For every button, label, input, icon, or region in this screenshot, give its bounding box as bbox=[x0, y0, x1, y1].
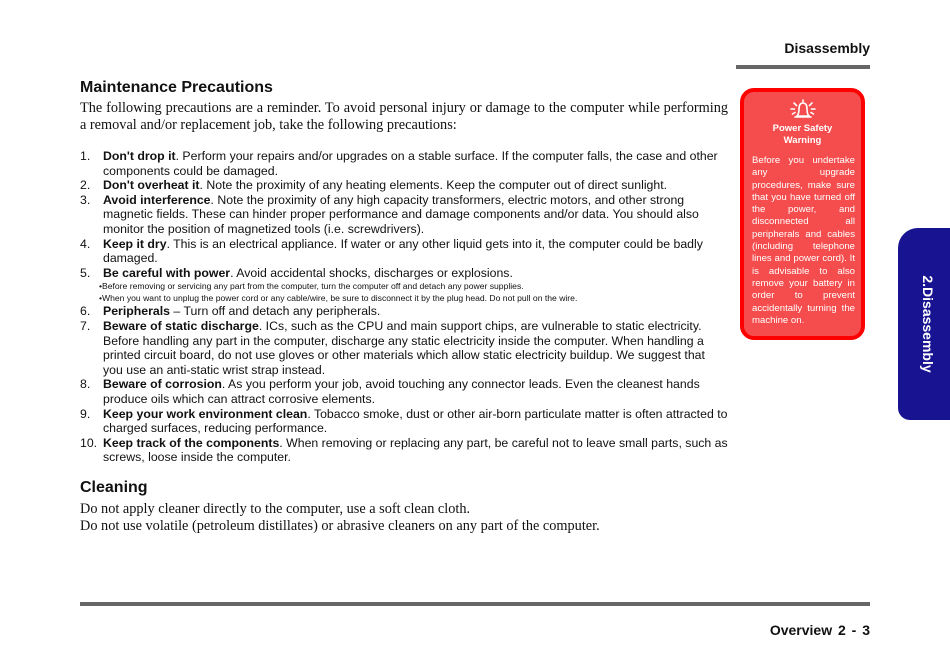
item-heading: Don't drop it bbox=[103, 149, 176, 163]
item-heading: Keep it dry bbox=[103, 236, 167, 251]
list-item: 1. Don't drop it. Perform your repairs and/or upgrades on a stable surface. If the computer falls, the case and other components could be damaged. bbox=[80, 149, 718, 178]
item-heading: Be careful with power bbox=[103, 265, 231, 280]
list-item: 10. Keep track of the components. When removing or replacing any part, be careful not to leave small parts, such as screws, loose inside the computer. bbox=[80, 435, 728, 465]
cleaning-section bbox=[80, 479, 728, 535]
chapter-tab-label: 2.Disassembly bbox=[920, 275, 936, 373]
item-heading: Peripherals bbox=[103, 304, 170, 319]
page-number: Overview 2 - 3 bbox=[769, 622, 870, 638]
cleaning-line: Do not use volatile (petroleum distillates) or abrasive cleaners on any part of the computer. bbox=[80, 517, 600, 534]
footer-rule bbox=[80, 602, 870, 606]
list-item: 7. Beware of static discharge. ICs, such as the CPU and main support chips, are vulnerable to static electricity. Before handling any part in the computer, discharge any static electricity inside the computer. When handling a printed circuit board, do not use gloves or other materials which allow static electricity buildup. We suggest that you use an anti-static wrist strap instead. bbox=[80, 318, 705, 377]
intro-paragraph: The following precautions are a reminder. To avoid personal injury or damage to the computer while performing a removal and/or replacement job, take the following precautions: bbox=[80, 100, 728, 133]
item-heading: Keep your work environment clean bbox=[103, 406, 308, 421]
list-item: 6. Peripherals – Turn off and detach any peripherals. bbox=[80, 304, 381, 319]
warning-body: Before you undertake any upgrade procedures, make sure that you have turned off the power, and disconnected all peripherals and cables (including telephone lines and power cord). It is advisable to also remove your battery in order to prevent accidentally turning the machine on. bbox=[752, 155, 855, 326]
warning-title: Power Safety Warning bbox=[772, 123, 833, 146]
header-rule bbox=[736, 65, 870, 69]
list-item: 4. Keep it dry. This is an electrical appliance. If water or any other liquid gets into it, the computer could be badly damaged. bbox=[80, 236, 703, 266]
sub-bullet: •When you want to unplug the power cord or any cable/wire, be sure to disconnect it by the plug head. Do not pull on the wire. bbox=[99, 293, 578, 304]
list-item: 8. Beware of corrosion. As you perform your job, avoid touching any connector leads. Even the cleanest hands produce oils which can attract corrosive elements. bbox=[80, 377, 700, 406]
list-item: 2. Don't overheat it. Note the proximity of any heating elements. Keep the computer out of direct sunlight. bbox=[80, 178, 668, 193]
item-heading: Keep track of the components bbox=[103, 435, 280, 450]
cleaning-line: Do not apply cleaner directly to the computer, use a soft clean cloth. bbox=[80, 500, 471, 517]
list-item: 3. Avoid interference. Note the proximity of any high capacity transformers, electric motors, and other strong magnetic fields. These can hinder proper performance and damage components and/or data. You should also monitor the position of magnetized tools (i.e. screwdrivers). bbox=[80, 192, 699, 236]
item-heading: Don't overheat it bbox=[103, 178, 200, 193]
page-title: Maintenance Precautions bbox=[80, 79, 273, 96]
page-content bbox=[80, 79, 728, 535]
running-header-title: Disassembly bbox=[784, 40, 870, 56]
power-safety-warning-box bbox=[740, 88, 865, 340]
precautions-list bbox=[80, 149, 728, 465]
item-heading: Avoid interference bbox=[103, 192, 211, 207]
chapter-tab[interactable] bbox=[898, 228, 950, 420]
alarm-bell-icon bbox=[787, 97, 819, 121]
cleaning-title: Cleaning bbox=[80, 478, 148, 496]
list-item: 9. Keep your work environment clean. Tobacco smoke, dust or other air-born particulate matter is often attracted to charged surfaces, reducing performance. bbox=[80, 406, 728, 436]
sub-bullet: •Before removing or servicing any part from the computer, turn the computer off and detach any power supplies. bbox=[99, 281, 524, 292]
item-heading: Beware of static discharge bbox=[103, 318, 259, 333]
list-item: 5. Be careful with power. Avoid accidental shocks, discharges or explosions. •Before removing or servicing any part from the computer, turn the computer off and detach any power supplies. •When you want to unplug the power cord or any cable/wire, be sure to disconnect it by the plug head. Do not pull on the wire. bbox=[80, 266, 728, 305]
item-heading: Beware of corrosion bbox=[103, 377, 222, 392]
